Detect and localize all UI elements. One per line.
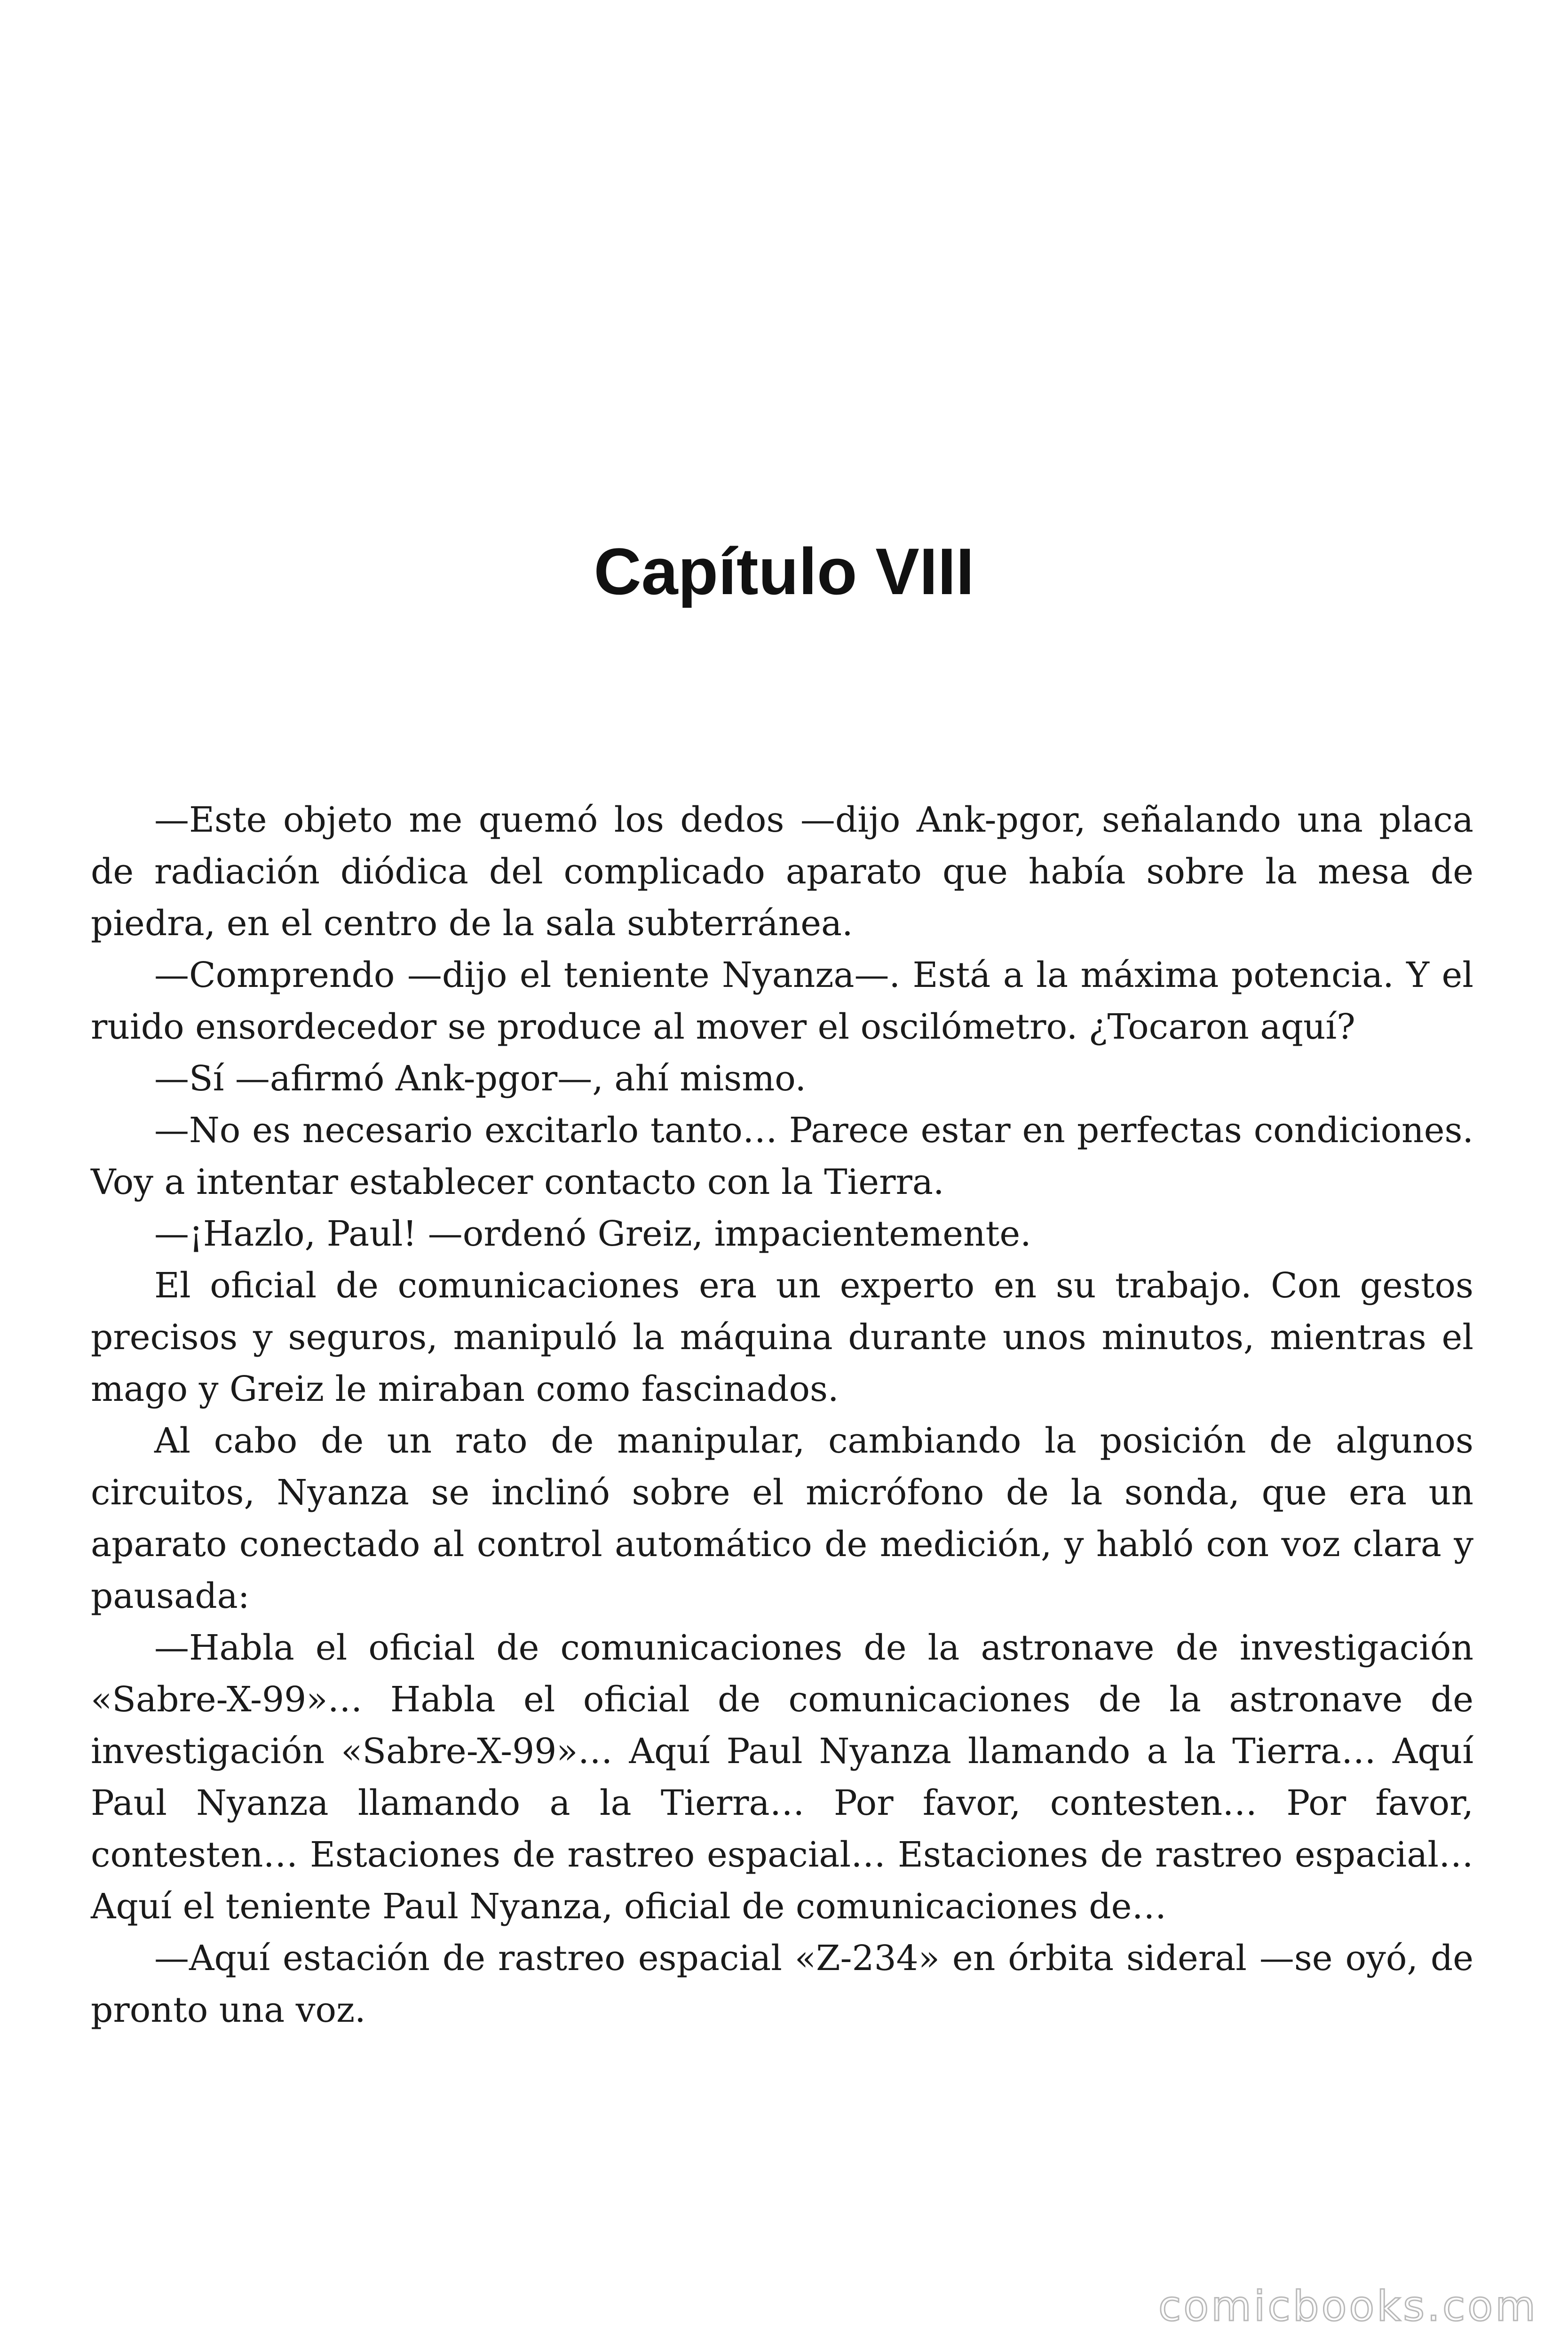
chapter-body: [91, 794, 1473, 2036]
paragraph: —Sí —afirmó Ank-pgor—, ahí mismo.: [154, 1058, 807, 1099]
watermark-text: comicbooks.com: [1158, 2282, 1538, 2330]
paragraph: —¡Hazlo, Paul! —ordenó Greiz, impacientemente.: [154, 1214, 1031, 1254]
chapter-title: Capítulo VIII: [594, 534, 974, 608]
paragraph: —Aquí estación de rastreo espacial «Z-234» en órbita sideral —se oyó, de pronto una voz.: [91, 1938, 1473, 2030]
paragraph: El oficial de comunicaciones era un experto en su trabajo. Con gestos precisos y seguros, manipuló la máquina durante unos minutos, mientras el mago y Greiz le miraban como fascinados.: [91, 1265, 1473, 1409]
paragraph: —No es necesario excitarlo tanto… Parece estar en perfectas condiciones. Voy a intentar establecer contacto con la Tierra.: [91, 1110, 1473, 1202]
paragraph: —Comprendo —dijo el teniente Nyanza—. Está a la máxima potencia. Y el ruido ensordecedor se produce al mover el oscilómetro. ¿Tocaron aquí?: [91, 955, 1473, 1047]
paragraph: —Este objeto me quemó los dedos —dijo Ank-pgor, señalando una placa de radiación diódica del complicado aparato que había sobre la mesa de piedra, en el centro de la sala subterránea.: [91, 800, 1473, 944]
paragraph: —Habla el oficial de comunicaciones de la astronave de investigación «Sabre-X-99»… Habla el oficial de comunicaciones de la astronave de investigación «Sabre-X-99»… Aquí Paul Nyanza llamando a la Tierra… Aquí Paul Nyanza llamando a la Tierra… Por favor, contesten… Por favor, contesten… Estaciones de rastreo espacial… Estaciones de rastreo espacial… Aquí el teniente Paul Nyanza, oficial de comunicaciones de…: [91, 1628, 1473, 1927]
paragraph: Al cabo de un rato de manipular, cambiando la posición de algunos circuitos, Nyanza se inclinó sobre el micrófono de la sonda, que era un aparato conectado al control automático de medición, y habló con voz clara y pausada:: [91, 1421, 1473, 1616]
